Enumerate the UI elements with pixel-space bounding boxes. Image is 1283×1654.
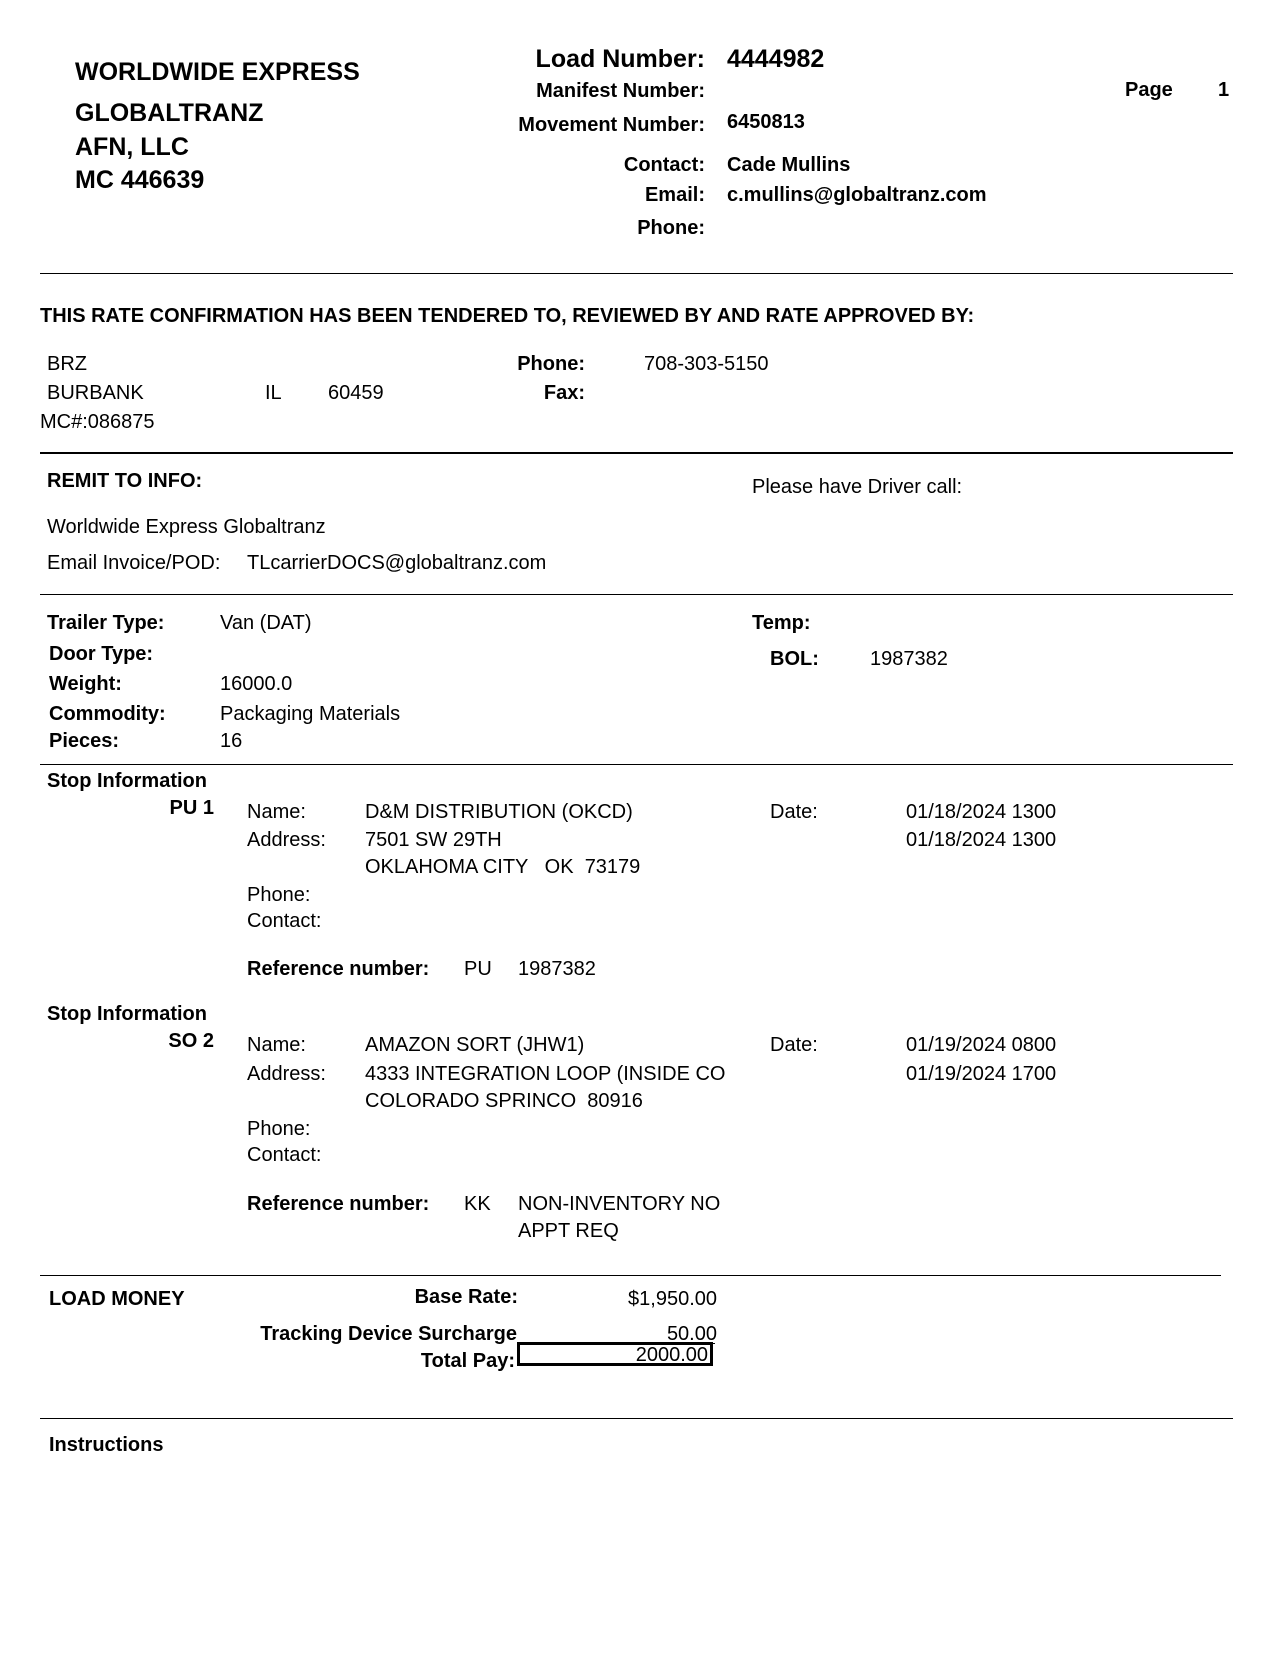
remit-email-label: Email Invoice/POD: bbox=[47, 552, 221, 574]
movement-number-label: Movement Number: bbox=[518, 114, 705, 136]
divider bbox=[40, 452, 1233, 454]
carrier-phone-label: Phone: bbox=[517, 353, 585, 375]
company-name-line2: GLOBALTRANZ bbox=[75, 99, 264, 127]
load-money-title: LOAD MONEY bbox=[49, 1288, 185, 1310]
carrier-zip: 60459 bbox=[328, 382, 384, 404]
stop-heading: Stop Information bbox=[47, 770, 207, 792]
trailer-type-value: Van (DAT) bbox=[220, 612, 312, 634]
page-number: 1 bbox=[1218, 79, 1230, 101]
company-name-line3: AFN, LLC bbox=[75, 133, 189, 161]
weight-label: Weight: bbox=[49, 673, 122, 695]
stop-reference-label: Reference number: bbox=[247, 1193, 430, 1215]
base-rate-label: Base Rate: bbox=[414, 1286, 518, 1308]
movement-number-value: 6450813 bbox=[727, 111, 805, 133]
stop-date-label: Date: bbox=[770, 801, 818, 823]
weight-value: 16000.0 bbox=[220, 673, 293, 695]
stop-address-line1: 4333 INTEGRATION LOOP (INSIDE CO bbox=[365, 1063, 726, 1085]
load-number-value: 4444982 bbox=[727, 45, 825, 73]
driver-call-note: Please have Driver call: bbox=[752, 476, 963, 498]
stop-reference-label: Reference number: bbox=[247, 958, 430, 980]
stop-date-label: Date: bbox=[770, 1034, 818, 1056]
commodity-value: Packaging Materials bbox=[220, 703, 401, 725]
tender-title: THIS RATE CONFIRMATION HAS BEEN TENDERED TO, REVIEWED BY AND RATE APPROVED BY: bbox=[40, 305, 975, 327]
stop-date-start: 01/19/2024 0800 bbox=[906, 1034, 1057, 1056]
stop-code: PU 1 bbox=[169, 797, 214, 819]
stop-contact-label: Contact: bbox=[247, 910, 322, 932]
phone-label: Phone: bbox=[637, 217, 705, 239]
divider bbox=[40, 1418, 1233, 1419]
base-rate-value: $1,950.00 bbox=[628, 1288, 717, 1310]
page-label: Page bbox=[1125, 79, 1173, 101]
stop-code: SO 2 bbox=[168, 1030, 214, 1052]
trailer-type-label: Trailer Type: bbox=[47, 612, 165, 634]
bol-label: BOL: bbox=[770, 648, 819, 670]
divider bbox=[40, 1275, 1221, 1276]
temp-label: Temp: bbox=[752, 612, 811, 634]
company-mc-number: MC 446639 bbox=[75, 166, 205, 194]
door-type-label: Door Type: bbox=[49, 643, 154, 665]
remit-name: Worldwide Express Globaltranz bbox=[47, 516, 326, 538]
carrier-mc: MC#:086875 bbox=[40, 411, 155, 433]
instructions-title: Instructions bbox=[49, 1434, 164, 1456]
stop-phone-label: Phone: bbox=[247, 884, 311, 906]
total-pay-label: Total Pay: bbox=[420, 1350, 515, 1372]
pieces-value: 16 bbox=[220, 730, 243, 752]
stop-name: AMAZON SORT (JHW1) bbox=[365, 1034, 585, 1056]
stop-name-label: Name: bbox=[247, 801, 306, 823]
divider bbox=[40, 273, 1233, 274]
pieces-label: Pieces: bbox=[49, 730, 120, 752]
stop-reference-value-line2: APPT REQ bbox=[518, 1220, 619, 1242]
load-number-label: Load Number: bbox=[535, 45, 705, 73]
stop-phone-label: Phone: bbox=[247, 1118, 311, 1140]
tracking-surcharge-label: Tracking Device Surcharge bbox=[260, 1323, 517, 1345]
stop-reference-value: 1987382 bbox=[518, 958, 596, 980]
divider bbox=[40, 764, 1233, 765]
carrier-state: IL bbox=[265, 382, 282, 404]
email-label: Email: bbox=[644, 184, 705, 206]
stop-name: D&M DISTRIBUTION (OKCD) bbox=[365, 801, 633, 823]
commodity-label: Commodity: bbox=[49, 703, 166, 725]
stop-reference-type: KK bbox=[464, 1193, 491, 1215]
stop-date-start: 01/18/2024 1300 bbox=[906, 801, 1057, 823]
stop-reference-type: PU bbox=[464, 958, 492, 980]
stop-address-label: Address: bbox=[247, 1063, 326, 1085]
stop-reference-value: NON-INVENTORY NO bbox=[518, 1193, 721, 1215]
stop-address-label: Address: bbox=[247, 829, 326, 851]
email-value: c.mullins@globaltranz.com bbox=[727, 184, 987, 206]
stop-address-line2: OKLAHOMA CITY OK 73179 bbox=[365, 856, 641, 878]
stop-address-line2: COLORADO SPRINCO 80916 bbox=[365, 1090, 643, 1112]
carrier-name: BRZ bbox=[47, 353, 87, 375]
contact-value: Cade Mullins bbox=[727, 154, 851, 176]
carrier-fax-label: Fax: bbox=[543, 382, 585, 404]
total-pay-value: 2000.00 bbox=[517, 1342, 713, 1366]
remit-email-value: TLcarrierDOCS@globaltranz.com bbox=[247, 552, 547, 574]
stop-heading: Stop Information bbox=[47, 1003, 207, 1025]
company-name-line1: WORLDWIDE EXPRESS bbox=[75, 58, 360, 86]
carrier-phone-value: 708-303-5150 bbox=[644, 353, 769, 375]
stop-contact-label: Contact: bbox=[247, 1144, 322, 1166]
stop-address-line1: 7501 SW 29TH bbox=[365, 829, 502, 851]
carrier-city: BURBANK bbox=[47, 382, 144, 404]
remit-title: REMIT TO INFO: bbox=[47, 470, 203, 492]
stop-date-end: 01/19/2024 1700 bbox=[906, 1063, 1057, 1085]
manifest-number-label: Manifest Number: bbox=[536, 80, 705, 102]
stop-name-label: Name: bbox=[247, 1034, 306, 1056]
contact-label: Contact: bbox=[623, 154, 705, 176]
bol-value: 1987382 bbox=[870, 648, 948, 670]
divider bbox=[40, 594, 1233, 595]
tracking-surcharge-value: 50.00 bbox=[666, 1323, 717, 1345]
stop-date-end: 01/18/2024 1300 bbox=[906, 829, 1057, 851]
